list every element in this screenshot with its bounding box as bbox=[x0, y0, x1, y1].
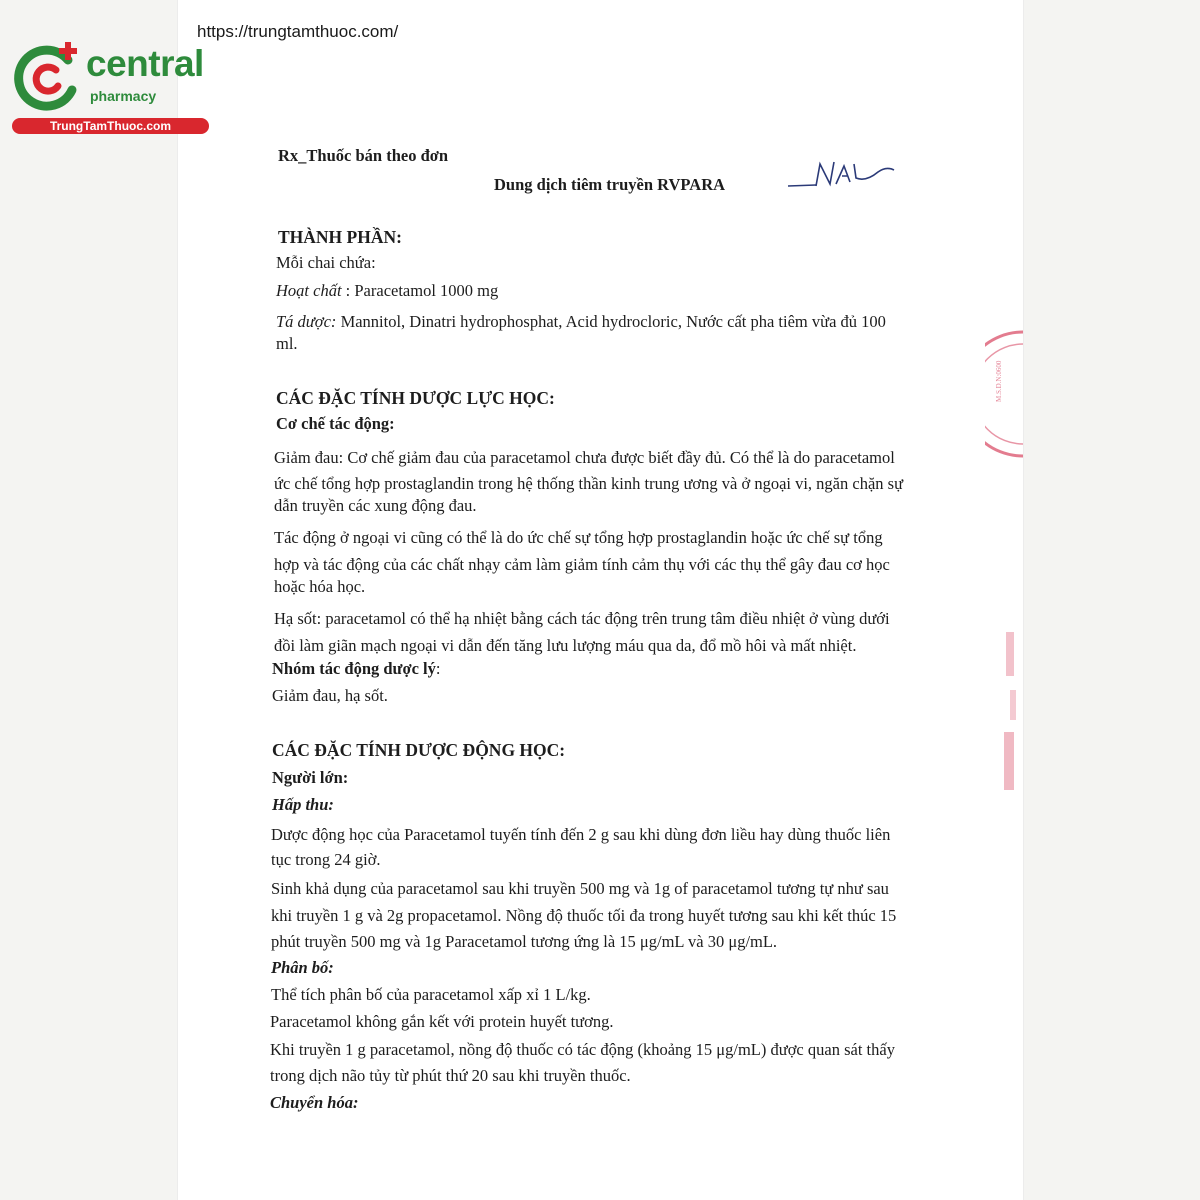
active-value: : Paracetamol 1000 mg bbox=[341, 281, 499, 300]
composition-heading: THÀNH PHẦN: bbox=[278, 227, 402, 247]
pharmacodynamics-heading: CÁC ĐẶC TÍNH DƯỢC LỰC HỌC: bbox=[276, 388, 555, 408]
logo-site-bar: TrungTamThuoc.com bbox=[12, 118, 209, 134]
group-colon: : bbox=[435, 659, 441, 678]
adults-heading: Người lớn: bbox=[272, 768, 349, 787]
analgesic-line: dẫn truyền các xung động đau. bbox=[274, 496, 477, 515]
active-label: Hoạt chất bbox=[276, 281, 342, 300]
analgesic-line: ức chế tổng hợp prostaglandin trong hệ thống thần kinh trung ương và ở ngoại vi, ngăn chặn sự bbox=[274, 474, 904, 493]
pharmacokinetics-heading: CÁC ĐẶC TÍNH DƯỢC ĐỘNG HỌC: bbox=[272, 740, 566, 760]
bioavailability-line: phút truyền 500 mg và 1g Paracetamol tương ứng là 15 μg/mL và 30 μg/mL. bbox=[271, 932, 778, 951]
peripheral-line: hợp và tác động của các chất nhạy cảm làm giảm tính cảm thụ với các thụ thể gây đau cơ học bbox=[274, 555, 890, 574]
absorption-heading: Hấp thu: bbox=[272, 795, 334, 814]
pharmacologic-group-line bbox=[272, 659, 440, 679]
csf-line: trong dịch não tủy từ phút thứ 20 sau khi truyền thuốc. bbox=[270, 1066, 631, 1085]
absorption-line: tục trong 24 giờ. bbox=[271, 850, 381, 869]
excipient-line-2: ml. bbox=[276, 334, 298, 353]
composition-intro: Mỗi chai chứa: bbox=[276, 253, 376, 272]
distribution-line: Paracetamol không gắn kết với protein huyết tương. bbox=[270, 1012, 614, 1031]
rx-label: Rx_Thuốc bán theo đơn bbox=[278, 146, 449, 165]
signature-text: NAL bbox=[842, 193, 847, 195]
peripheral-line: hoặc hóa học. bbox=[274, 577, 366, 596]
stamp-text: M.S.D.N:0600 bbox=[995, 360, 1003, 402]
document-title: Dung dịch tiêm truyền RVPARA bbox=[494, 175, 726, 194]
absorption-line: Dược động học của Paracetamol tuyến tính đến 2 g sau khi dùng đơn liều hay dùng thuốc liên bbox=[271, 825, 891, 844]
logo-subtitle: pharmacy bbox=[90, 88, 157, 104]
csf-line: Khi truyền 1 g paracetamol, nồng độ thuốc có tác động (khoảng 15 μg/mL) được quan sát thấy bbox=[270, 1040, 895, 1059]
antipyretic-line: đồi làm giãn mạch ngoại vi dẫn đến tăng lưu lượng máu qua da, đổ mồ hôi và mất nhiệt. bbox=[274, 636, 857, 655]
logo-brand: central bbox=[86, 43, 204, 84]
active-ingredient-line bbox=[276, 281, 498, 301]
distribution-line: Thể tích phân bố của paracetamol xấp xỉ 1 L/kg. bbox=[271, 985, 591, 1004]
red-stamp-fragment bbox=[985, 330, 1025, 460]
central-pharmacy-logo-icon bbox=[10, 38, 90, 118]
red-stamp-marks bbox=[996, 620, 1022, 800]
group-value: Giảm đau, hạ sốt. bbox=[272, 686, 388, 705]
distribution-heading: Phân bố: bbox=[271, 958, 334, 977]
bioavailability-line: Sinh khả dụng của paracetamol sau khi truyền 500 mg và 1g of paracetamol tương tự như sau bbox=[271, 879, 889, 898]
peripheral-line: Tác động ở ngoại vi cũng có thể là do ức chế sự tổng hợp prostaglandin hoặc ức chế sự tổng bbox=[274, 528, 883, 547]
excipient-label: Tá dược: bbox=[276, 312, 337, 331]
bioavailability-line: khi truyền 1 g và 2g propacetamol. Nồng độ thuốc tối đa trong huyết tương sau khi kết thúc 15 bbox=[271, 906, 897, 925]
antipyretic-line: Hạ sốt: paracetamol có thể hạ nhiệt bằng cách tác động trên trung tâm điều nhiệt ở vùng dưới bbox=[274, 609, 890, 628]
signature-mark bbox=[786, 156, 898, 196]
source-url: https://trungtamthuoc.com/ bbox=[197, 22, 399, 41]
excipient-value: Mannitol, Dinatri hydrophosphat, Acid hydrocloric, Nước cất pha tiêm vừa đủ 100 bbox=[336, 312, 886, 331]
mechanism-heading: Cơ chế tác động: bbox=[276, 414, 395, 433]
group-heading: Nhóm tác động dược lý bbox=[272, 659, 436, 678]
metabolism-heading: Chuyển hóa: bbox=[270, 1093, 359, 1112]
analgesic-line: Giảm đau: Cơ chế giảm đau của paracetamol chưa được biết đầy đủ. Có thể là do paracetamol bbox=[274, 448, 895, 467]
excipient-line bbox=[276, 312, 886, 332]
